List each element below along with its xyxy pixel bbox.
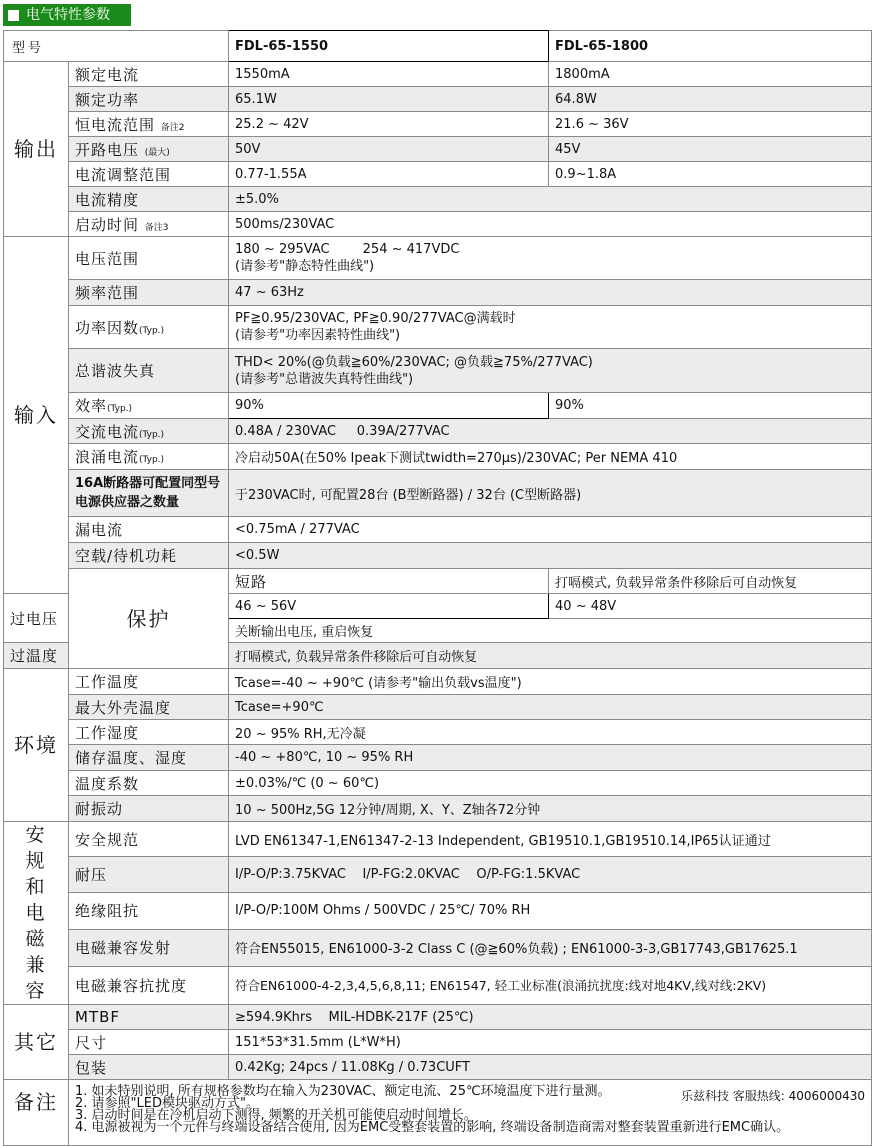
mtbf-label: MTBF bbox=[69, 1005, 229, 1030]
open-voltage-label: 开路电压 (最大) bbox=[69, 137, 229, 162]
voltage-label: 电压范围 bbox=[69, 237, 229, 280]
rated-current-label: 额定电流 bbox=[69, 62, 229, 87]
temp-coeff-value: ±0.03%/℃ (0 ~ 60℃) bbox=[229, 771, 872, 796]
package-value: 0.42Kg; 24pcs / 11.08Kg / 0.73CUFT bbox=[229, 1055, 872, 1080]
square-icon bbox=[8, 10, 19, 21]
environment-section: 环境 bbox=[4, 669, 69, 822]
adj-range-b: 0.9~1.8A bbox=[549, 162, 872, 187]
vibration-label: 耐振动 bbox=[69, 796, 229, 822]
rated-current-b: 1800mA bbox=[549, 62, 872, 87]
voltage-value: 180 ~ 295VAC 254 ~ 417VDC (请参考"静态特性曲线") bbox=[229, 237, 872, 280]
standards-label: 安全规范 bbox=[69, 822, 229, 857]
section-title: 电气特性参数 bbox=[26, 7, 110, 23]
protection-section: 保护 bbox=[69, 569, 229, 669]
thd-value: THD< 20%(@负载≧60%/230VAC; @负载≧75%/277VAC) (请参考"总谐波失真特性曲线") bbox=[229, 349, 872, 393]
input-section: 输入 bbox=[4, 237, 69, 594]
leakage-value: <0.75mA / 277VAC bbox=[229, 517, 872, 543]
short-label: 短路 bbox=[229, 569, 549, 594]
remark-3: 3. 启动时间是在冷机启动下测得, 频繁的开关机可能使启动时间增长。 bbox=[75, 1108, 477, 1123]
otp-label: 过温度 bbox=[4, 643, 69, 669]
rated-power-a: 65.1W bbox=[229, 87, 549, 112]
efficiency-label: 效率(Typ.) bbox=[69, 393, 229, 419]
short-value: 打嗝模式, 负载异常条件移除后可自动恢复 bbox=[549, 569, 872, 594]
mtbf-value: ≥594.9Khrs MIL-HDBK-217F (25℃) bbox=[229, 1005, 872, 1030]
temp-coeff-label: 温度系数 bbox=[69, 771, 229, 796]
standby-value: <0.5W bbox=[229, 543, 872, 569]
standby-label: 空载/待机功耗 bbox=[69, 543, 229, 569]
remark-1: 1. 如未特别说明, 所有规格参数均在输入为230VAC、额定电流、25℃环境温度下进行量测。 bbox=[75, 1084, 611, 1099]
ovp-label: 过电压 bbox=[4, 594, 69, 643]
ovp-action: 关断输出电压, 重启恢复 bbox=[229, 619, 872, 643]
isolation-value: I/P-O/P:100M Ohms / 500VDC / 25℃/ 70% RH bbox=[229, 892, 872, 929]
remark-4: 4. 电源被视为一个元件与终端设备结合使用, 因为EMC受整套装置的影响, 终端设备制造商需对整套装置重新进行EMC确认。 bbox=[75, 1120, 790, 1135]
inrush-value: 冷启动50A(在50% Ipeak下测试twidth=270μs)/230VAC; Per NEMA 410 bbox=[229, 444, 872, 470]
breaker-label: 16A断路器可配置同型号电源供应器之数量 bbox=[69, 470, 229, 517]
cc-range-label: 恒电流范围 备注2 bbox=[69, 112, 229, 137]
max-case-label: 最大外壳温度 bbox=[69, 695, 229, 720]
rated-power-label: 额定功率 bbox=[69, 87, 229, 112]
inrush-label: 浪涌电流(Typ.) bbox=[69, 444, 229, 470]
otp-value: 打嗝模式, 负载异常条件移除后可自动恢复 bbox=[229, 643, 872, 669]
open-voltage-b: 45V bbox=[549, 137, 872, 162]
storage-label: 储存温度、湿度 bbox=[69, 745, 229, 771]
ovp-b: 40 ~ 48V bbox=[549, 594, 872, 619]
max-case-value: Tcase=+90℃ bbox=[229, 695, 872, 720]
work-hum-label: 工作湿度 bbox=[69, 720, 229, 745]
startup-value: 500ms/230VAC bbox=[229, 212, 872, 237]
ems-value: 符合EN61000-4-2,3,4,5,6,8,11; EN61547, 轻工业标准(浪涌抗扰度:线对地4KV,线对线:2KV) bbox=[229, 966, 872, 1004]
leakage-label: 漏电流 bbox=[69, 517, 229, 543]
spec-table bbox=[3, 30, 872, 1146]
ac-current-value: 0.48A / 230VAC 0.39A/277VAC bbox=[229, 419, 872, 444]
startup-label: 启动时间 备注3 bbox=[69, 212, 229, 237]
emi-value: 符合EN55015, EN61000-3-2 Class C (@≧60%负载) ; EN61000-3-3,GB17743,GB17625.1 bbox=[229, 929, 872, 966]
open-voltage-a: 50V bbox=[229, 137, 549, 162]
hotline: 乐兹科技 客服热线: 4006000430 bbox=[680, 1089, 866, 1103]
emi-label: 电磁兼容发射 bbox=[69, 929, 229, 966]
withstand-value: I/P-O/P:3.75KVAC I/P-FG:2.0KVAC O/P-FG:1.5KVAC bbox=[229, 857, 872, 892]
storage-value: -40 ~ +80℃, 10 ~ 95% RH bbox=[229, 745, 872, 771]
accuracy-label: 电流精度 bbox=[69, 187, 229, 212]
size-value: 151*53*31.5mm (L*W*H) bbox=[229, 1030, 872, 1055]
rated-current-a: 1550mA bbox=[229, 62, 549, 87]
model-a: FDL-65-1550 bbox=[229, 31, 549, 62]
ems-label: 电磁兼容抗扰度 bbox=[69, 966, 229, 1004]
thd-label: 总谐波失真 bbox=[69, 349, 229, 393]
frequency-label: 频率范围 bbox=[69, 280, 229, 306]
frequency-value: 47 ~ 63Hz bbox=[229, 280, 872, 306]
ac-current-label: 交流电流(Typ.) bbox=[69, 419, 229, 444]
vibration-value: 10 ~ 500Hz,5G 12分钟/周期, X、Y、Z轴各72分钟 bbox=[229, 796, 872, 822]
safety-section: 安规和电磁兼容 bbox=[4, 822, 69, 1005]
adj-range-a: 0.77-1.55A bbox=[229, 162, 549, 187]
remark-2: 2. 请参照"LED模块驱动方式"。 bbox=[75, 1096, 259, 1111]
breaker-value: 于230VAC时, 可配置28台 (B型断路器) / 32台 (C型断路器) bbox=[229, 470, 872, 517]
standards-value: LVD EN61347-1,EN61347-2-13 Independent, GB19510.1,GB19510.14,IP65认证通过 bbox=[229, 822, 872, 857]
remarks-section: 备注 bbox=[4, 1080, 69, 1146]
pf-label: 功率因数(Typ.) bbox=[69, 306, 229, 349]
work-temp-value: Tcase=-40 ~ +90℃ (请参考"输出负载vs温度") bbox=[229, 669, 872, 695]
others-section: 其它 bbox=[4, 1005, 69, 1080]
efficiency-a: 90% bbox=[229, 393, 549, 419]
pf-value: PF≧0.95/230VAC, PF≧0.90/277VAC@满载时 (请参考"功率因素特性曲线") bbox=[229, 306, 872, 349]
isolation-label: 绝缘阻抗 bbox=[69, 892, 229, 929]
size-label: 尺寸 bbox=[69, 1030, 229, 1055]
section-header bbox=[3, 4, 131, 26]
ovp-a: 46 ~ 56V bbox=[229, 594, 549, 619]
cc-range-a: 25.2 ~ 42V bbox=[229, 112, 549, 137]
adj-range-label: 电流调整范围 bbox=[69, 162, 229, 187]
accuracy-value: ±5.0% bbox=[229, 187, 872, 212]
remarks-notes bbox=[69, 1080, 872, 1146]
work-temp-label: 工作温度 bbox=[69, 669, 229, 695]
package-label: 包装 bbox=[69, 1055, 229, 1080]
model-b: FDL-65-1800 bbox=[549, 31, 872, 62]
work-hum-value: 20 ~ 95% RH,无冷凝 bbox=[229, 720, 872, 745]
cc-range-b: 21.6 ~ 36V bbox=[549, 112, 872, 137]
efficiency-b: 90% bbox=[549, 393, 872, 419]
rated-power-b: 64.8W bbox=[549, 87, 872, 112]
withstand-label: 耐压 bbox=[69, 857, 229, 892]
model-label: 型号 bbox=[4, 31, 229, 62]
output-section: 输出 bbox=[4, 62, 69, 237]
